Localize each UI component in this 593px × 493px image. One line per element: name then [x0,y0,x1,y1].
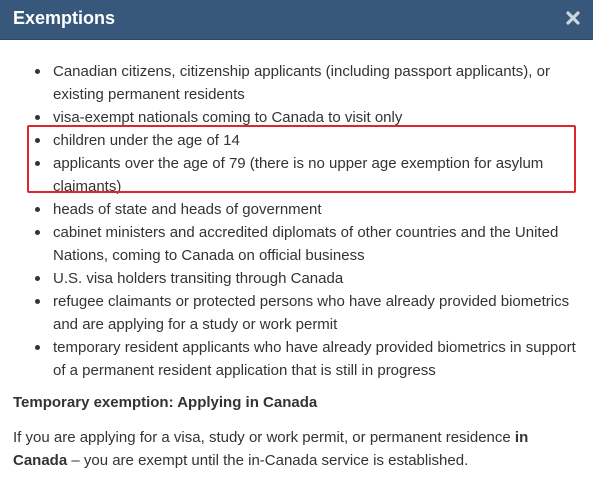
dialog-title: Exemptions [13,8,116,28]
list-item [33,336,581,382]
close-button[interactable] [561,6,585,30]
list-item [33,106,581,129]
list-item-text: applicants over the age of 79 (there is no upper age exemption for asylum claimants) [53,155,544,195]
list-item [33,129,581,152]
bullet-icon [35,276,40,281]
list-item [33,152,581,198]
list-item [33,290,581,336]
paragraph-text-after: – you are exempt until the in-Canada service is established. [67,452,469,469]
dialog-header [0,0,593,40]
list-item [33,198,581,221]
list-item-text: cabinet ministers and accredited diplomats of other countries and the United Nations, coming to Canada on official business [53,224,559,264]
list-item-text: visa-exempt nationals coming to Canada to visit only [53,109,403,126]
bullet-icon [35,69,40,74]
bullet-icon [35,230,40,235]
temporary-exemption-heading: Temporary exemption: Applying in Canada [13,394,318,411]
list-item-text: children under the age of 14 [53,132,240,149]
list-item-text: refugee claimants or protected persons who have already provided biometrics and are applying for a study or work permit [53,293,570,333]
exemptions-list [33,60,581,382]
bullet-icon [35,115,40,120]
list-item [33,60,581,106]
paragraph-text-before: If you are applying for a visa, study or work permit, or permanent residence [13,429,515,446]
list-item-text: Canadian citizens, citizenship applicants (including passport applicants), or existing permanent residents [53,63,550,103]
list-item-text: heads of state and heads of government [53,201,322,218]
bullet-icon [35,138,40,143]
paragraph-bold-text: in Canada [13,429,529,469]
bullet-icon [35,299,40,304]
dialog-content [0,40,593,493]
list-item-text: temporary resident applicants who have already provided biometrics in support of a permanent resident application that is still in progress [53,339,576,379]
temporary-exemption-text [13,426,573,472]
close-icon [561,6,585,30]
list-item [33,221,581,267]
list-item-text: U.S. visa holders transiting through Canada [53,270,344,287]
bullet-icon [35,207,40,212]
bullet-icon [35,161,40,166]
list-item [33,267,581,290]
bullet-icon [35,345,40,350]
